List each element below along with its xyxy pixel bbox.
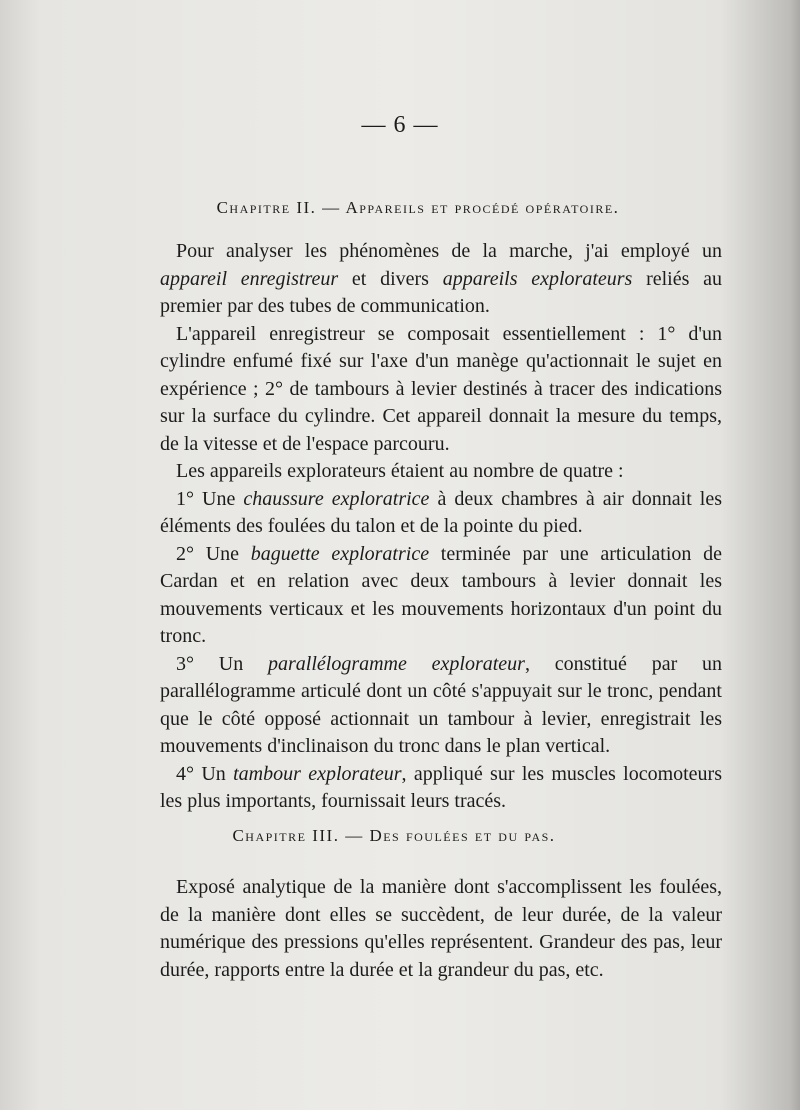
paragraph-item-2 — [160, 541, 722, 651]
page-number: — 6 — — [361, 112, 439, 138]
italic-term: baguette exploratrice — [250, 542, 430, 565]
text-run: Pour analyser les phénomènes de la marche, j'ai employé un — [176, 240, 722, 262]
chapter-3-body — [160, 874, 722, 984]
paragraph-intro — [160, 238, 722, 321]
text-run: 1° Une — [176, 487, 244, 510]
italic-term: appareil enregistreur — [160, 267, 339, 290]
paragraph-foulees: Exposé analytique de la manière dont s'accomplissent les foulées, de la manière dont elles se succèdent, de leur durée, de la valeur numérique des pressions qu'elles représentent. Grandeur des pas, leur durée, rapports entre la durée et la grandeur du pas, etc. — [160, 876, 722, 981]
paragraph-item-4 — [160, 761, 722, 816]
text-run: et divers — [338, 267, 443, 290]
paragraph-item-3 — [160, 651, 722, 761]
italic-term: appareils explorateurs — [442, 267, 633, 290]
chapter-2-heading: Chapitre II. — Appareils et procédé opératoire. — [216, 198, 620, 217]
chapter-2-body — [160, 238, 722, 816]
paragraph-explorateurs-count: Les appareils explorateurs étaient au nombre de quatre : — [176, 460, 624, 482]
text-run: terminée par une articulation de Cardan et en relation avec deux tambours à levier donnait les mouvements verticaux et les mouvements horizontaux d'un point du tronc. — [160, 542, 722, 647]
text-run: , constitué par un parallélogramme articulé dont un côté s'appuyait sur le tronc, pendant que le côté opposé actionnait un tambour à levier, enregistrait les mouvements d'inclinaison du tronc dans le plan vertical. — [160, 652, 723, 757]
paragraph-item-1 — [160, 486, 722, 541]
italic-term: parallélogramme explorateur — [267, 652, 525, 675]
text-run: reliés au premier par des tubes de communication. — [160, 267, 722, 317]
text-run: 4° Un — [176, 762, 234, 785]
text-run: 2° Une — [176, 542, 251, 565]
paragraph-enregistreur: L'appareil enregistreur se composait essentiellement : 1° d'un cylindre enfumé fixé sur l'axe d'un manège qu'actionnait le sujet en expérience ; 2° de tambours à levier destinés à tracer des indications sur la surface du cylindre. Cet appareil donnait la mesure du temps, de la vitesse et de l'espace parcouru. — [160, 322, 722, 455]
chapter-3-heading: Chapitre III. — Des foulées et du pas. — [232, 826, 556, 845]
italic-term: chaussure exploratrice — [243, 487, 430, 510]
italic-term: tambour explorateur — [233, 762, 402, 785]
text-run: , appliqué sur les muscles locomoteurs les plus importants, fournissait leurs tracés. — [160, 762, 722, 812]
text-run: à deux chambres à air donnait les éléments des foulées du talon et de la pointe du pied. — [160, 487, 722, 537]
text-run: 3° Un — [176, 652, 268, 675]
